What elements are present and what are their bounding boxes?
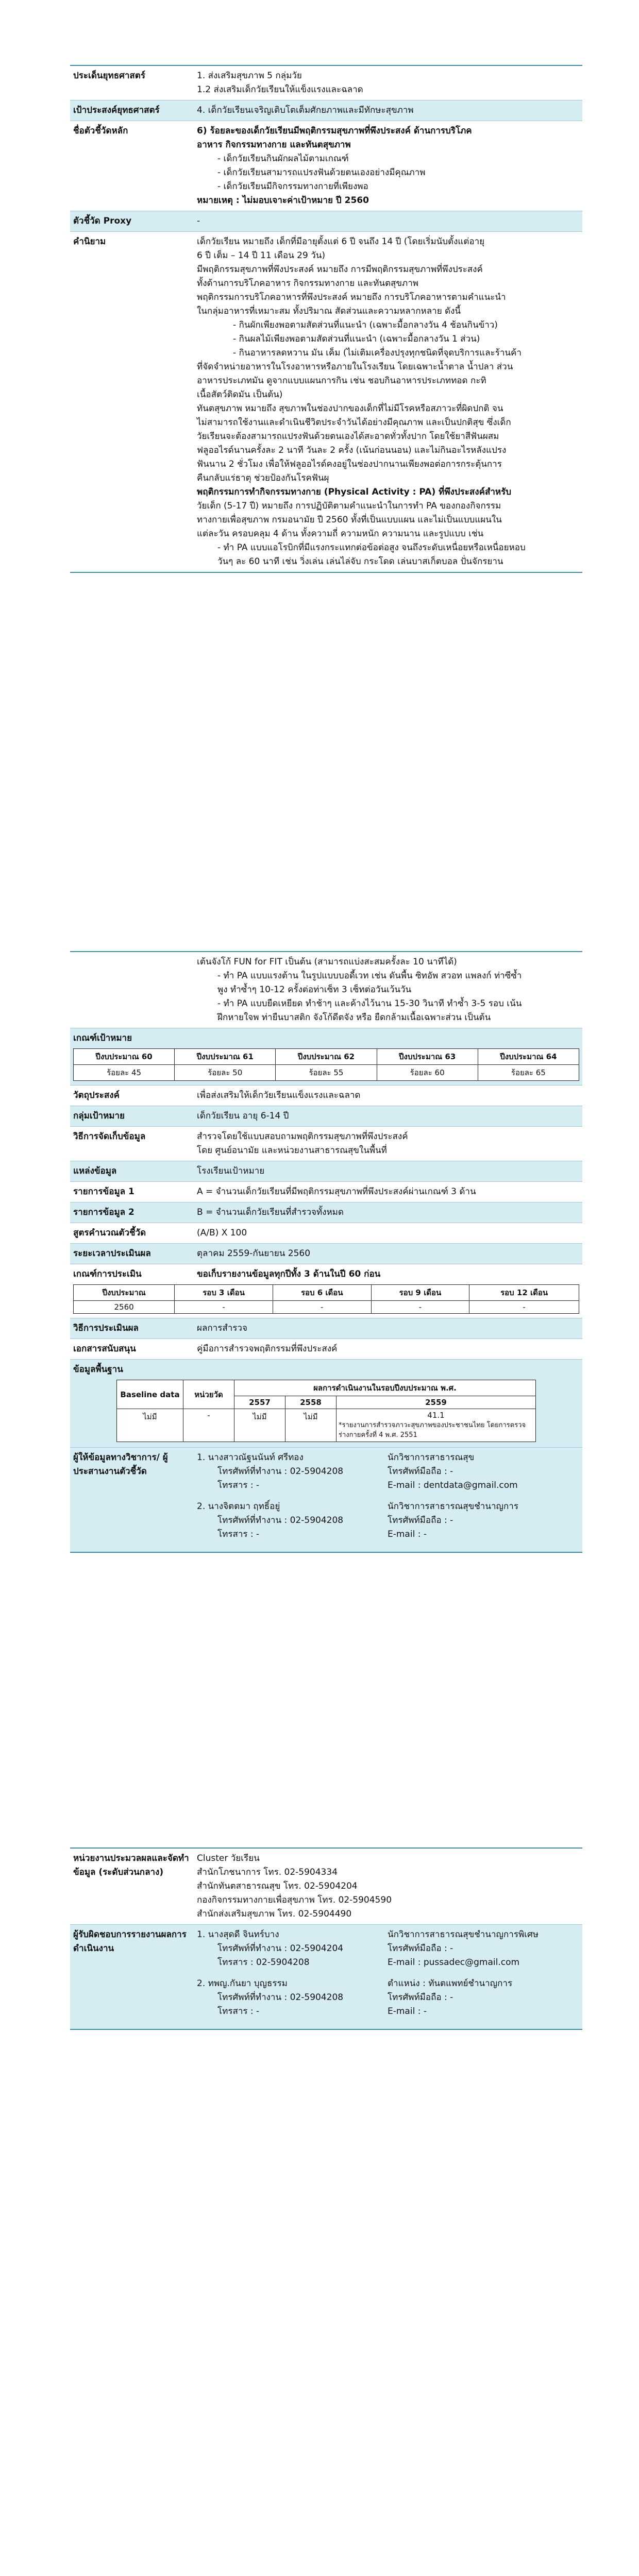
report-contact-row (70, 1925, 582, 2030)
tech-contact-row (70, 1448, 582, 1553)
eval-header: รอบ 9 เดือน (371, 1285, 469, 1301)
kpi-label: ชื่อตัวชี้วัดหลัก (73, 126, 128, 136)
definition-line: ทั้งด้านการบริโภคอาหาร กิจกรรมทางกาย และทันตสุขภาพ (197, 278, 418, 289)
eval-header: รอบ 6 เดือน (273, 1285, 371, 1301)
contact-phone: โทรศัพท์ที่ทำงาน : 02-5904208 (217, 1992, 344, 2003)
eval-method-label: วิธีการประเมินผล (73, 1323, 139, 1333)
doc-row (70, 1339, 582, 1360)
definition-line: 6 ปี เต็ม – 14 ปี 11 เดือน 29 วัน) (197, 250, 325, 261)
definition-line: ไม่สามารถใช้งานและดำเนินชีวิตประจำวันได้อย่างมีคุณภาพ และเป็นปกติสุข ซึ่งเด็ก (197, 417, 511, 428)
criteria-value: ร้อยละ 60 (377, 1065, 478, 1081)
tech-contact-list (193, 1448, 582, 1552)
criteria-value: ร้อยละ 55 (276, 1065, 377, 1081)
data1-label: รายการข้อมูล 1 (73, 1187, 134, 1197)
definition-line: ที่จัดจำหน่ายอาหารในโรงอาหารหรือภายในโรงเรียน โดยเฉพาะน้ำตาล น้ำปลา ส่วน (197, 362, 513, 372)
unit-row (70, 1848, 582, 1925)
baseline-value: 41.1 (427, 1411, 445, 1420)
eval-value: - (175, 1301, 273, 1314)
data1-row (70, 1182, 582, 1202)
baseline-cell: ไม่มี (117, 1409, 183, 1442)
strategy-row (70, 65, 582, 100)
contact-phone: โทรศัพท์ที่ทำงาน : 02-5904208 (217, 1466, 344, 1477)
contact-name: 2. ทพญ.กันยา บุญธรรม (197, 1978, 288, 1989)
definition-line: - ทำ PA แบบแอโรบิกที่มีแรงกระแทกต่อข้อต่อสูง จนถึงระดับเหนื่อยหรือเหนื่อยหอบ (217, 543, 526, 553)
target-value: 4. เด็กวัยเรียนเจริญเติบโตเต็มศักยภาพและมีทักษะสุขภาพ (197, 105, 414, 115)
data2-row (70, 1202, 582, 1223)
tech-contact-label: ผู้ให้ข้อมูลทางวิชาการ/ ผู้ประสานงานตัวชี้วัด (73, 1452, 168, 1477)
contact-role: นักวิชาการสาธารณสุขชำนาญการ (388, 1501, 518, 1512)
objective-row (70, 1086, 582, 1106)
contact-role: นักวิชาการสาธารณสุขชำนาญการพิเศษ (388, 1929, 539, 1940)
contact-email: E-mail : - (388, 1529, 427, 1539)
definition-line: คืนกลับแร่ธาตุ ช่วยป้องกันโรคฟันผุ (197, 473, 329, 483)
criteria-value: ร้อยละ 45 (74, 1065, 175, 1081)
definition-line: - กินอาหารลดหวาน มัน เค็ม (ไม่เติมเครื่องปรุงทุกชนิดที่จุดบริการและร้านค้า (233, 348, 522, 358)
definition-value (193, 232, 582, 572)
period-row (70, 1244, 582, 1264)
definition-line: มีพฤติกรรมสุขภาพที่พึงประสงค์ หมายถึง การมีพฤติกรรมสุขภาพที่พึงประสงค์ (197, 264, 483, 275)
definition-line: ทางกายเพื่อสุขภาพ กรมอนามัย ปี 2560 ทั้งที่เป็นแบบแผน และไม่เป็นแบบแผนใน (197, 515, 502, 525)
page-2 (70, 951, 582, 1553)
contact-block (197, 1928, 578, 1970)
baseline-head-unit: หน่วยวัด (183, 1380, 234, 1409)
unit-line: สำนักทันตสาธารณสุข โทร. 02-5904204 (197, 1881, 358, 1891)
data2-label: รายการข้อมูล 2 (73, 1207, 134, 1217)
contact-email: E-mail : - (388, 2006, 427, 2016)
criteria-table (73, 1048, 579, 1081)
definition-line: - กินผลไม้เพียงพอตามสัดส่วนที่แนะนำ (เฉพาะมื้อกลางวัน 1 ส่วน) (233, 334, 480, 344)
baseline-cell: ไม่มี (234, 1409, 285, 1442)
contact-email: E-mail : pussadec@gmail.com (388, 1957, 520, 1968)
unit-line: Cluster วัยเรียน (197, 1853, 260, 1863)
proxy-value: - (197, 216, 200, 226)
definition-label: คำนิยาม (73, 236, 106, 247)
data2-value: B = จำนวนเด็กวัยเรียนที่สำรวจทั้งหมด (197, 1207, 344, 1217)
eval-value: - (371, 1301, 469, 1314)
page-1 (70, 65, 582, 573)
criteria-label: เกณฑ์เป้าหมาย (73, 1033, 132, 1043)
baseline-year: 2557 (234, 1396, 285, 1409)
eval-criteria-row (70, 1264, 582, 1318)
contact-email: E-mail : dentdata@gmail.com (388, 1480, 518, 1490)
criteria-header: ปีงบประมาณ 61 (175, 1049, 276, 1065)
definition-line: แต่ละวัน ครอบคลุม 4 ด้าน ทั้งความถี่ ความหนัก ความนาน และรูปแบบ เช่น (197, 529, 484, 539)
baseline-row (70, 1360, 582, 1448)
contact-fax: โทรสาร : - (217, 1529, 260, 1539)
report-contact-list (193, 1925, 582, 2029)
population-label: กลุ่มเป้าหมาย (73, 1111, 125, 1121)
eval-criteria-label: เกณฑ์การประเมิน (73, 1269, 142, 1279)
source-row (70, 1161, 582, 1182)
baseline-note: *รายงานการสำรวจภาวะสุขภาพของประชาชนไทย โดยการตรวจร่างกายครั้งที่ 4 พ.ศ. 2551 (339, 1421, 526, 1439)
kpi-title: อาหาร กิจกรรมทางกาย และทันตสุขภาพ (197, 140, 351, 150)
definition-line: วัยเด็ก (5-17 ปี) หมายถึง การปฏิบัติตามคำแนะนำในการทำ PA ของกองกิจกรรม (197, 501, 501, 511)
contact-role: นักวิชาการสาธารณสุข (388, 1452, 475, 1463)
contact-name: 2. นางจิตตมา ฤทธิ์อยู่ (197, 1501, 280, 1512)
population-row (70, 1106, 582, 1127)
definition-continued-row (70, 951, 582, 1028)
objective-label: วัตถุประสงค์ (73, 1090, 120, 1100)
contact-mobile: โทรศัพท์มือถือ : - (388, 1992, 453, 2003)
baseline-cell: ไม่มี (285, 1409, 337, 1442)
eval-method-value: ผลการสำรวจ (197, 1323, 247, 1333)
method-line: โดย ศูนย์อนามัย และหน่วยงานสาธารณสุขในพื้นที่ (197, 1145, 387, 1156)
def-cont-line: พูง ทำซ้ำๆ 10-12 ครั้งต่อท่าเซ็ท 3 เซ็ทต่อวันเว้นวัน (217, 985, 412, 995)
kpi-item: - เด็กวัยเรียนสามารถแปรงฟันด้วยตนเองอย่างมีคุณภาพ (217, 167, 426, 178)
eval-header: ปีงบประมาณ (74, 1285, 175, 1301)
definition-line: ในกลุ่มอาหารที่เหมาะสม ทั้งปริมาณ สัดส่วนและความหลากหลาย ดังนี้ (197, 306, 461, 316)
definition-line: เนื้อสัตว์ติดมัน เป็นต้น) (197, 389, 283, 400)
eval-method-row (70, 1318, 582, 1339)
baseline-year: 2559 (337, 1396, 536, 1409)
period-label: ระยะเวลาประเมินผล (73, 1248, 151, 1259)
eval-value: - (469, 1301, 579, 1314)
unit-value (193, 1849, 582, 1924)
period-value: ตุลาคม 2559-กันยายน 2560 (197, 1248, 311, 1259)
definition-line: วันๆ ละ 60 นาที เช่น วิ่งเล่น เล่นไล่จับ กระโดด เล่นบาสเก็ตบอล ปั่นจักรยาน (217, 556, 503, 567)
criteria-row (70, 1028, 582, 1086)
strategy-line: 1. ส่งเสริมสุขภาพ 5 กลุ่มวัย (197, 71, 302, 81)
objective-value: เพื่อส่งเสริมให้เด็กวัยเรียนแข็งแรงและฉลาด (197, 1090, 361, 1100)
unit-line: กองกิจกรรมทางกายเพื่อสุขภาพ โทร. 02-5904590 (197, 1895, 392, 1905)
eval-header: รอบ 12 เดือน (469, 1285, 579, 1301)
formula-value: (A/B) X 100 (197, 1228, 247, 1238)
contact-block (197, 1977, 578, 2019)
unit-line: สำนักโภชนาการ โทร. 02-5904334 (197, 1867, 338, 1877)
baseline-last-cell (337, 1409, 536, 1442)
contact-mobile: โทรศัพท์มือถือ : - (388, 1943, 453, 1954)
definition-line: อาหารประเภทมัน ดูจากแบบแผนการกิน เช่น ชอบกินอาหารประเภททอด กะทิ (197, 376, 486, 386)
baseline-year: 2558 (285, 1396, 337, 1409)
population-value: เด็กวัยเรียน อายุ 6-14 ปี (197, 1111, 289, 1121)
unit-label: หน่วยงานประมวลผลและจัดทำข้อมูล (ระดับส่วนกลาง) (73, 1853, 189, 1877)
contact-role: ตำแหน่ง : ทันตแพทย์ชำนาญการ (388, 1978, 513, 1989)
contact-name: 1. นางสาวณัฐนนันท์ ศรีทอง (197, 1452, 304, 1463)
definition-continued (193, 952, 582, 1028)
baseline-head-data: Baseline data (117, 1380, 183, 1409)
eval-criteria-caption: ขอเก็บรายงานข้อมูลทุกปีทั้ง 3 ด้านในปี 60 ก่อน (197, 1269, 381, 1279)
contact-phone: โทรศัพท์ที่ทำงาน : 02-5904208 (217, 1515, 344, 1526)
method-line: สำรวจโดยใช้แบบสอบถามพฤติกรรมสุขภาพที่พึงประสงค์ (197, 1131, 408, 1142)
definition-line: วัยเรียนจะต้องสามารถแปรงฟันด้วยตนเองได้สะอาดทั่วทั้งปาก โดยใช้ยาสีฟันผสม (197, 431, 499, 442)
contact-name: 1. นางสุดดี จินทร์บาง (197, 1929, 279, 1940)
formula-row (70, 1223, 582, 1244)
proxy-row (70, 211, 582, 232)
contact-phone: โทรศัพท์ที่ทำงาน : 02-5904204 (217, 1943, 344, 1954)
baseline-table (116, 1380, 536, 1442)
contact-fax: โทรสาร : - (217, 2006, 260, 2016)
kpi-item: - เด็กวัยเรียนกินผักผลไม้ตามเกณฑ์ (217, 154, 349, 164)
baseline-label: ข้อมูลพื้นฐาน (73, 1364, 123, 1375)
method-value (193, 1127, 582, 1161)
proxy-label: ตัวชี้วัด Proxy (73, 216, 132, 226)
page-3 (70, 1848, 582, 2030)
definition-line: - กินผักเพียงพอตามสัดส่วนที่แนะนำ (เฉพาะมื้อกลางวัน 4 ช้อนกินข้าว) (233, 320, 498, 330)
kpi-value (193, 121, 582, 211)
formula-label: สูตรคำนวณตัวชี้วัด (73, 1228, 146, 1238)
contact-fax: โทรสาร : 02-5904208 (217, 1957, 310, 1968)
strategy-line: 1.2 ส่งเสริมเด็กวัยเรียนให้แข็งแรงและฉลาด (197, 84, 363, 95)
contact-block (197, 1500, 578, 1541)
contact-block (197, 1451, 578, 1493)
kpi-item: - เด็กวัยเรียนมีกิจกรรมทางกายที่เพียงพอ (217, 181, 368, 192)
eval-value: - (273, 1301, 371, 1314)
report-contact-label: ผู้รับผิดชอบการรายงานผลการดำเนินงาน (73, 1929, 187, 1954)
criteria-header: ปีงบประมาณ 60 (74, 1049, 175, 1065)
def-cont-line: - ทำ PA แบบยืดเหยียด ทำช้าๆ และค้างไว้นาน 15-30 วินาที ทำซ้ำ 3-5 รอบ เน้น (217, 998, 522, 1009)
definition-row (70, 232, 582, 573)
definition-line: ทันตสุขภาพ หมายถึง สุขภาพในช่องปากของเด็กที่ไม่มีโรคหรือสภาวะที่ผิดปกติ จน (197, 403, 503, 414)
baseline-head-result: ผลการดำเนินงานในรอบปีงบประมาณ พ.ศ. (234, 1380, 536, 1396)
eval-table (73, 1284, 579, 1314)
kpi-note: หมายเหตุ : ไม่มอบเจาะค่าเป้าหมาย ปี 2560 (197, 195, 369, 206)
eval-header: รอบ 3 เดือน (175, 1285, 273, 1301)
target-row (70, 100, 582, 121)
unit-line: สำนักส่งเสริมสุขภาพ โทร. 02-5904490 (197, 1909, 352, 1919)
criteria-header: ปีงบประมาณ 62 (276, 1049, 377, 1065)
definition-line: พฤติกรรมการทำกิจกรรมทางกาย (Physical Activity : PA) ที่พึงประสงค์สำหรับ (197, 487, 512, 497)
def-cont-line: - ทำ PA แบบแรงต้าน ในรูปแบบบอดี้เวท เช่น ดันพื้น ซิทอัพ สวอท แพลงก์ ท่าซีซ้ำ (217, 971, 522, 981)
method-row (70, 1127, 582, 1161)
data1-value: A = จำนวนเด็กวัยเรียนที่มีพฤติกรรมสุขภาพที่พึงประสงค์ผ่านเกณฑ์ 3 ด้าน (197, 1187, 476, 1197)
kpi-row (70, 121, 582, 211)
target-label: เป้าประสงค์ยุทธศาสตร์ (73, 105, 160, 115)
definition-line: ฟลูออไรด์นานครั้งละ 2 นาที วันละ 2 ครั้ง (เน้นก่อนนอน) และไม่กินอะไรหลังแปรง (197, 445, 507, 455)
strategy-value (193, 66, 582, 100)
criteria-header: ปีงบประมาณ 63 (377, 1049, 478, 1065)
def-cont-line: เต้นจังโก้ FUN for FIT เป็นต้น (สามารถแบ่งสะสมครั้งละ 10 นาทีได้) (197, 957, 457, 967)
criteria-value: ร้อยละ 50 (175, 1065, 276, 1081)
contact-mobile: โทรศัพท์มือถือ : - (388, 1515, 453, 1526)
criteria-header: ปีงบประมาณ 64 (478, 1049, 579, 1065)
definition-line: เด็กวัยเรียน หมายถึง เด็กที่มีอายุตั้งแต่ 6 ปี จนถึง 14 ปี (โดยเริ่มนับตั้งแต่อายุ (197, 236, 485, 247)
baseline-cell: - (183, 1409, 234, 1442)
definition-line: ฟันนาน 2 ชั่วโมง เพื่อให้ฟลูออไรด์คงอยู่ในช่องปากนานเพียงพอต่อการกระตุ้นการ (197, 459, 502, 469)
eval-value: 2560 (74, 1301, 175, 1314)
source-label: แหล่งข้อมูล (73, 1166, 117, 1176)
doc-label: เอกสารสนับสนุน (73, 1344, 136, 1354)
method-label: วิธีการจัดเก็บข้อมูล (73, 1131, 146, 1142)
contact-mobile: โทรศัพท์มือถือ : - (388, 1466, 453, 1477)
strategy-label: ประเด็นยุทธศาสตร์ (73, 71, 145, 81)
definition-line: พฤติกรรมการบริโภคอาหารที่พึงประสงค์ หมายถึง การบริโภคอาหารตามคำแนะนำ (197, 292, 506, 302)
doc-value: คู่มือการสำรวจพฤติกรรมที่พึงประสงค์ (197, 1344, 338, 1354)
criteria-value: ร้อยละ 65 (478, 1065, 579, 1081)
source-value: โรงเรียนเป้าหมาย (197, 1166, 265, 1176)
def-cont-line: ฝึกหายใจพ ท่ายืนบาสติก จังโก้ดีตจัง หรือ ยืดกล้ามเนื้อเฉพาะส่วน เป็นต้น (217, 1012, 491, 1023)
contact-fax: โทรสาร : - (217, 1480, 260, 1490)
kpi-title: 6) ร้อยละของเด็กวัยเรียนมีพฤติกรรมสุขภาพที่พึงประสงค์ ด้านการบริโภค (197, 126, 472, 136)
